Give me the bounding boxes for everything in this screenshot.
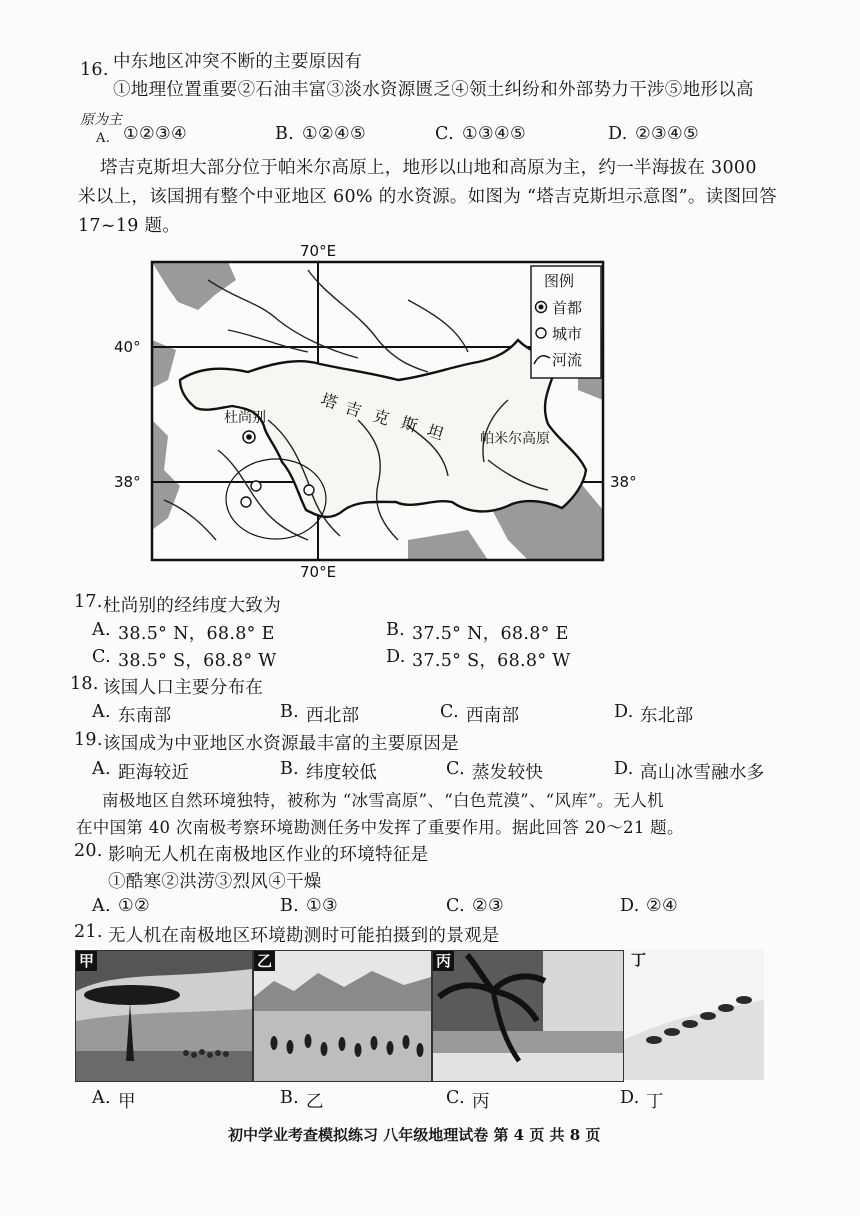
- q21-option-b-letter[interactable]: B.: [280, 1088, 300, 1108]
- country-name-char: 塔: [318, 389, 342, 414]
- q17-number: 17.: [74, 592, 103, 612]
- q16-option-c[interactable]: ①③④⑤: [462, 124, 526, 144]
- capital-dushanbe-marker: [243, 431, 255, 443]
- tropical-palm-beach-photo: [432, 950, 624, 1082]
- q21-option-d[interactable]: 丁: [646, 1092, 664, 1112]
- photo-tag-bing: 丙: [433, 951, 454, 971]
- q16-stem: 中东地区冲突不断的主要原因有: [113, 52, 363, 72]
- legend-title: 图例: [544, 272, 575, 290]
- q17-option-c-letter[interactable]: C.: [92, 647, 111, 667]
- q17-option-a[interactable]: 38.5° N，68.8° E: [118, 624, 275, 644]
- map-lat-label-38-right: 38°: [610, 473, 637, 491]
- q21-option-c-letter[interactable]: C.: [446, 1088, 465, 1108]
- q16-option-a[interactable]: ①②③④: [123, 124, 187, 144]
- q21-option-c[interactable]: 丙: [472, 1092, 490, 1112]
- map-legend: [531, 266, 601, 378]
- q20-option-c[interactable]: ②③: [472, 896, 504, 916]
- page-footer: 初中学业考查模拟练习 八年级地理试卷 第 4 页 共 8 页: [228, 1126, 601, 1144]
- q21-option-d-letter[interactable]: D.: [620, 1088, 640, 1108]
- q20-number: 20.: [74, 841, 103, 861]
- photo-tag-jia: 甲: [76, 951, 97, 971]
- passage2-line2: 在中国第 40 次南极考察环境勘测任务中发挥了重要作用。据此回答 20～21 题。: [76, 818, 684, 837]
- country-name-char: 斯: [398, 412, 422, 437]
- q18-option-a[interactable]: 东南部: [118, 706, 172, 726]
- plateau-label: 帕米尔高原: [480, 431, 550, 447]
- legend-capital: 首都: [552, 299, 583, 317]
- q16-option-b[interactable]: ①②④⑤: [302, 124, 366, 144]
- map-lon-label-bottom: 70°E: [300, 563, 337, 581]
- q20-option-a[interactable]: ①②: [118, 896, 150, 916]
- tajikistan-map: [108, 240, 637, 585]
- q18-option-d-letter[interactable]: D.: [614, 702, 634, 722]
- city-marker: [241, 497, 251, 507]
- tajikistan-border: [180, 340, 586, 517]
- q16-option-b-letter[interactable]: B.: [275, 124, 295, 144]
- q18-option-c[interactable]: 西南部: [466, 706, 520, 726]
- q16-option-d-letter[interactable]: D.: [608, 124, 628, 144]
- passage1-line1: 塔吉克斯坦大部分位于帕米尔高原上，地形以山地和高原为主，约一半海拔在 3000: [100, 158, 757, 178]
- map-lat-label-40: 40°: [114, 338, 141, 356]
- photo-tag-yi: 乙: [254, 951, 275, 971]
- q19-option-a[interactable]: 距海较近: [118, 763, 190, 783]
- map-lon-label-top: 70°E: [300, 242, 337, 260]
- city-marker: [251, 481, 261, 491]
- city-marker: [304, 485, 314, 495]
- q20-option-b[interactable]: ①③: [306, 896, 338, 916]
- photo-tag-ding: 丁: [631, 951, 647, 969]
- q18-option-d[interactable]: 东北部: [640, 706, 694, 726]
- q16-items: ①地理位置重要②石油丰富③淡水资源匮乏④领土纠纷和外部势力干涉⑤地形以高: [113, 80, 754, 100]
- map-lat-label-38-left: 38°: [114, 473, 141, 491]
- q21-option-a-letter[interactable]: A.: [92, 1088, 111, 1108]
- q16-option-a-letter[interactable]: A.: [96, 131, 111, 146]
- country-name-char: 坦: [424, 420, 448, 445]
- q18-option-b-letter[interactable]: B.: [280, 702, 300, 722]
- q17-stem: 杜尚别的经纬度大致为: [103, 596, 281, 616]
- country-name-char: 克: [370, 405, 394, 430]
- q19-stem: 该国成为中亚地区水资源最丰富的主要原因是: [103, 734, 459, 754]
- q16-number: 16.: [80, 60, 109, 80]
- q21-number: 21.: [74, 922, 103, 942]
- q21-stem: 无人机在南极地区环境勘测时可能拍摄到的景观是: [108, 926, 500, 946]
- q18-stem: 该国人口主要分布在: [103, 678, 264, 698]
- q20-option-d-letter[interactable]: D.: [620, 896, 640, 916]
- q20-option-d[interactable]: ②④: [646, 896, 678, 916]
- q17-option-c[interactable]: 38.5° S，68.8° W: [118, 651, 277, 671]
- q16-option-d[interactable]: ②③④⑤: [635, 124, 699, 144]
- savanna-acacia-tree-photo: [75, 950, 253, 1082]
- q17-option-b-letter[interactable]: B.: [386, 620, 406, 640]
- passage1-line3: 17~19 题。: [78, 216, 181, 236]
- passage1-line2: 米以上，该国拥有整个中亚地区 60% 的水资源。如图为 “塔吉克斯坦示意图”。读图回答: [78, 187, 777, 207]
- q19-option-b-letter[interactable]: B.: [280, 759, 300, 779]
- country-name-char: 吉: [342, 397, 366, 422]
- passage2-line1: 南极地区自然环境独特，被称为 “冰雪高原”、“白色荒漠”、“风库”。无人机: [102, 791, 664, 810]
- q17-option-b[interactable]: 37.5° N，68.8° E: [412, 624, 569, 644]
- q19-option-d[interactable]: 高山冰雪融水多: [640, 763, 765, 783]
- q18-option-b[interactable]: 西北部: [306, 706, 360, 726]
- capital-label: 杜尚别: [224, 410, 266, 426]
- q18-option-a-letter[interactable]: A.: [92, 702, 111, 722]
- q20-items: ①酷寒②洪涝③烈风④干燥: [108, 872, 322, 892]
- q21-option-a[interactable]: 甲: [118, 1092, 136, 1112]
- q17-option-a-letter[interactable]: A.: [92, 620, 111, 640]
- legend-city-icon: [536, 328, 546, 338]
- q21-option-b[interactable]: 乙: [306, 1092, 324, 1112]
- q19-option-a-letter[interactable]: A.: [92, 759, 111, 779]
- q18-number: 18.: [70, 674, 99, 694]
- q19-option-d-letter[interactable]: D.: [614, 759, 634, 779]
- q19-option-c-letter[interactable]: C.: [446, 759, 465, 779]
- q20-stem: 影响无人机在南极地区作业的环境特征是: [108, 845, 429, 865]
- q16-handwritten-continuation: 原为主: [80, 112, 122, 128]
- q19-option-b[interactable]: 纬度较低: [306, 763, 378, 783]
- q18-option-c-letter[interactable]: C.: [440, 702, 459, 722]
- desert-camel-caravan-photo: [624, 950, 764, 1080]
- q19-number: 19.: [74, 730, 103, 750]
- penguins-on-ice-photo: [253, 950, 432, 1082]
- q20-option-a-letter[interactable]: A.: [92, 896, 111, 916]
- legend-city: 城市: [552, 325, 583, 343]
- q19-option-c[interactable]: 蒸发较快: [472, 763, 544, 783]
- legend-river: 河流: [552, 351, 583, 369]
- q20-option-b-letter[interactable]: B.: [280, 896, 300, 916]
- q20-option-c-letter[interactable]: C.: [446, 896, 465, 916]
- q16-option-c-letter[interactable]: C.: [435, 124, 454, 144]
- q17-option-d-letter[interactable]: D.: [386, 647, 406, 667]
- q17-option-d[interactable]: 37.5° S，68.8° W: [412, 651, 571, 671]
